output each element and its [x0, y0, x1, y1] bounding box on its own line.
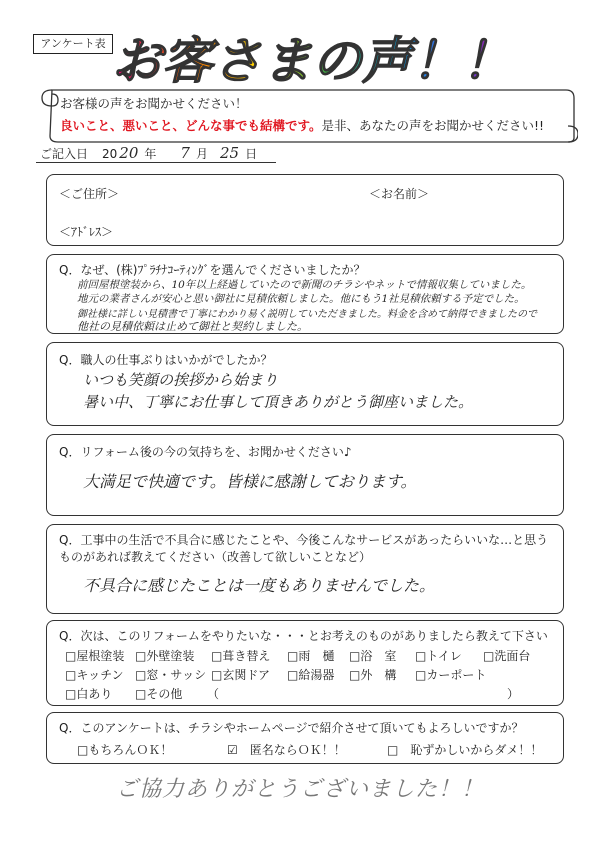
adress-label: ＜ｱﾄﾞﾚｽ＞ [59, 225, 114, 239]
date-month-unit: 月 [195, 147, 208, 161]
q5-checkbox-gaiko[interactable]: □外 構 [349, 668, 397, 682]
q5-checkbox-amadoi[interactable]: □雨 樋 [287, 649, 335, 663]
date-underline [36, 162, 276, 163]
name-label: ＜お名前＞ [369, 187, 430, 201]
page-title-text: お客さまの声！！ [112, 32, 512, 90]
q5-other-paren-open: （ [207, 687, 220, 701]
address-label: ＜ご住所＞ [59, 187, 120, 201]
q4-question-line2: ものがあれば教えてください（改善して欲しいことなど） [59, 550, 372, 564]
q1-answer-line: 前回屋根塗装から、10年以上経過していたので新聞のチラシやネットで情報収集していました。 [77, 279, 532, 291]
q6-option-ok[interactable]: □もちろんＯＫ！ [77, 743, 173, 757]
q5-checkbox-gaiheki[interactable]: □外壁塗装 [135, 649, 195, 663]
date-year-hand: 20 [119, 144, 139, 162]
q5-checkbox-sonota[interactable]: □その他 [135, 687, 183, 701]
q4-box [46, 524, 564, 614]
q5-checkbox-yokushitsu[interactable]: □浴 室 [349, 649, 397, 663]
q5-other-paren-close: ） [507, 687, 520, 701]
q2-answer-line: 暑い中、丁寧にお仕事して頂きありがとう御座いました。 [83, 393, 474, 411]
date-day: 25 [219, 144, 240, 162]
q5-checkbox-fukikae[interactable]: □葺き替え [211, 649, 271, 663]
q5-checkbox-senmendai[interactable]: □洗面台 [483, 649, 531, 663]
header-rest-text: 是非、あなたの声をお聞かせください!! [321, 118, 545, 133]
q2-box [46, 342, 564, 426]
q5-checkbox-genkan[interactable]: □玄関ドア [211, 668, 270, 682]
q5-checkbox-kitchen[interactable]: □キッチン [65, 668, 124, 682]
entry-date [40, 144, 257, 162]
q5-checkbox-carport[interactable]: □カーポート [415, 668, 487, 682]
date-day-unit: 日 [245, 147, 258, 161]
q5-checkbox-toilet[interactable]: □トイレ [415, 649, 462, 663]
q1-box [46, 254, 564, 334]
date-label: ご記入日 [40, 147, 89, 161]
q1-answer-line: 御社様に詳しい見積書で丁寧にわかり易く説明していただきました。料金を含めて納得できましたので [77, 309, 537, 320]
q5-question: Q．次は、このリフォームをやりたいな・・・とお考えのものがありましたら教えて下さい [59, 629, 548, 643]
q5-checkbox-mado[interactable]: □窓・サッシ [135, 668, 207, 682]
q3-answer-line: 大満足で快適です。皆様に感謝しております。 [83, 472, 417, 491]
q4-answer-line: 不具合に感じたことは一度もありませんでした。 [83, 576, 436, 595]
q3-box [46, 434, 564, 516]
q2-answer-line: いつも笑顔の挨拶から始まり [83, 371, 279, 389]
header-scroll [38, 80, 578, 150]
survey-tag: アンケート表 [33, 34, 113, 54]
header-line1: お客様の声をお聞かせください！ [60, 96, 248, 111]
q6-option-no[interactable]: □ 恥ずかしいからダメ！！ [387, 743, 543, 757]
q1-question: Q．なぜ、(株)ﾌﾟﾗﾁﾅｺｰﾃｨﾝｸﾞを選んでくださいましたか？ [59, 263, 366, 277]
date-year-unit: 年 [144, 147, 157, 161]
q1-answer-line: 他社の見積依頼は止めて御社と契約しました。 [77, 320, 308, 333]
q5-box [46, 620, 564, 706]
q6-option-anonymous[interactable]: ☑ 匿名ならＯＫ！！ [227, 743, 346, 757]
q6-question: Q．このアンケートは、チラシやホームページで紹介させて頂いてもよろしいですか？ [59, 721, 524, 735]
q5-checkbox-yane[interactable]: □屋根塗装 [65, 649, 125, 663]
date-month: 7 [180, 144, 190, 162]
q4-question-line1: Q．工事中の生活で不具合に感じたことや、今後こんなサービスがあったらいいな…と思う [59, 533, 549, 547]
q5-checkbox-kyutoki[interactable]: □給湯器 [287, 668, 335, 682]
q5-checkbox-shiroari[interactable]: □白あり [65, 687, 113, 701]
q1-answer-line: 地元の業者さんが安心と思い御社に見積依頼しました。他にもう1社見積依頼する予定でした。 [77, 293, 525, 305]
header-red-text: 良いこと、悪いこと、どんな事でも結構です。 [60, 118, 322, 133]
date-year-prefix: 20 [102, 147, 118, 161]
header-line2 [60, 116, 544, 134]
thanks-message: ご協力ありがとうございました！！ [115, 777, 484, 802]
address-box [46, 174, 564, 246]
q6-box [46, 712, 564, 764]
q3-question: Q．リフォーム後の今の気持ちを、お聞かせください♪ [59, 445, 352, 459]
q2-question: Q．職人の仕事ぶりはいかがでしたか？ [59, 353, 273, 367]
